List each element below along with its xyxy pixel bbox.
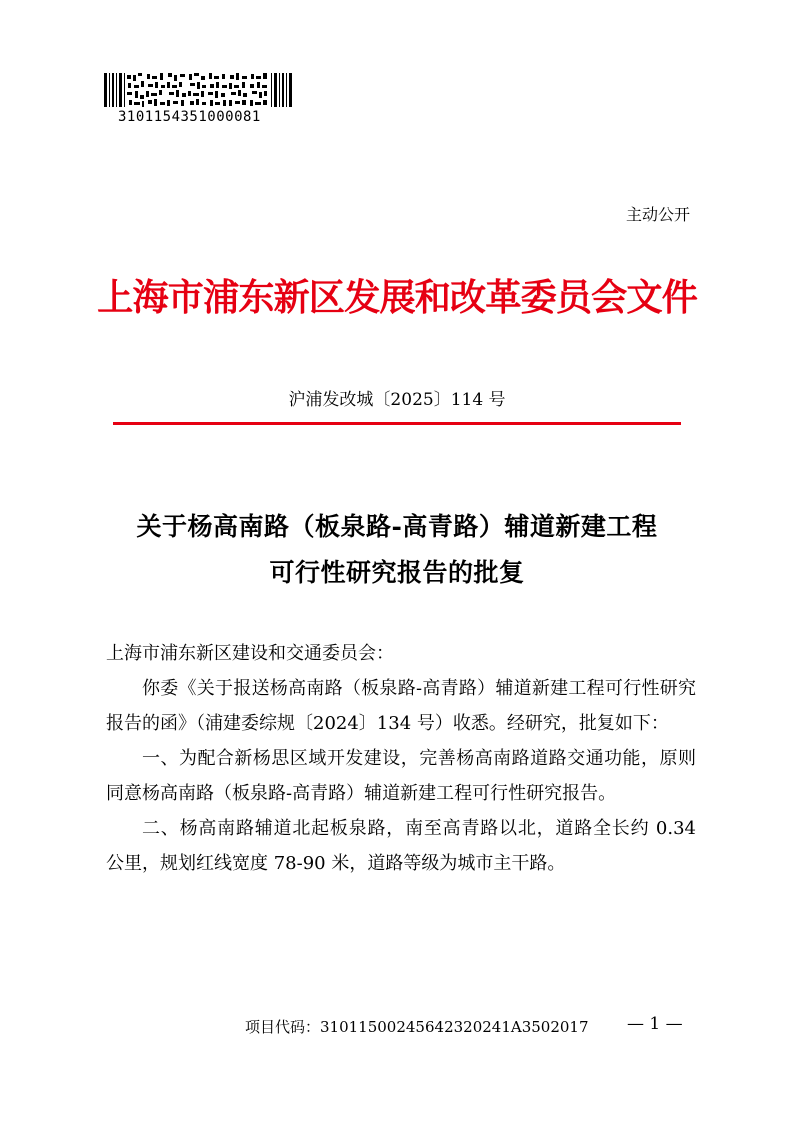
project-code: 项目代码：31011500245642320241A3502017 <box>245 1018 589 1036</box>
document-serial-number: 3101154351000081 <box>118 109 261 125</box>
body-paragraph-3: 二、杨高南路辅道北起板泉路，南至高青路以北，道路全长约 0.34 公里，规划红线宽度 78-90 米，道路等级为城市主干路。 <box>106 818 696 874</box>
disclosure-level: 主动公开 <box>625 205 690 224</box>
page-number: — 1 — <box>627 1014 683 1034</box>
document-body <box>106 636 696 881</box>
barcode-icon <box>104 73 294 107</box>
body-paragraph-2: 一、为配合新杨思区域开发建设，完善杨高南路道路交通功能，原则同意杨高南路（板泉路-高青路）辅道新建工程可行性研究报告。 <box>106 748 696 804</box>
red-divider-line <box>113 422 681 425</box>
document-number: 沪浦发改城〔2025〕114 号 <box>288 390 506 410</box>
salutation: 上海市浦东新区建设和交通委员会： <box>106 643 394 664</box>
body-paragraph-1: 你委《关于报送杨高南路（板泉路-高青路）辅道新建工程可行性研究报告的函》（浦建委综规〔2024〕134 号）收悉。经研究，批复如下： <box>106 678 696 734</box>
heading-line-1: 关于杨高南路（板泉路-高青路）辅道新建工程 <box>136 512 658 541</box>
issuing-authority-title: 上海市浦东新区发展和改革委员会文件 <box>97 275 697 319</box>
document-heading <box>0 504 794 596</box>
heading-line-2: 可行性研究报告的批复 <box>269 558 525 587</box>
